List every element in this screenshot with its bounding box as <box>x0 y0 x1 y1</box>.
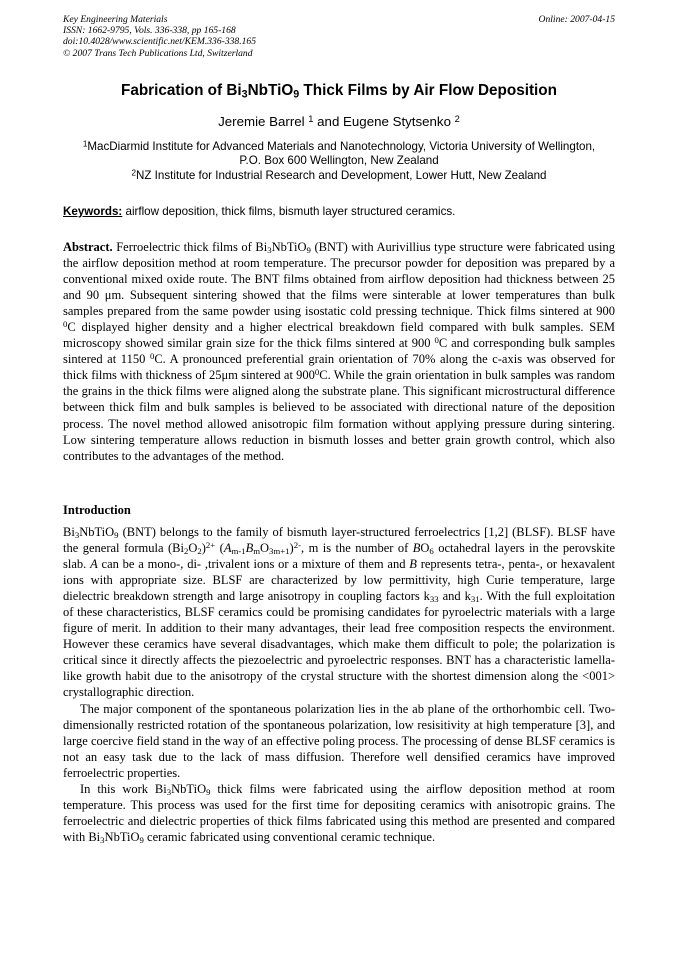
italic-symbol: A <box>223 541 232 556</box>
title-text: Thick Films by Air Flow Deposition <box>299 82 557 99</box>
author-affiliation-mark: 1 <box>308 113 314 124</box>
keywords-label: Keywords: <box>63 205 123 218</box>
text: thick films were fabricated using the airflow deposition method at room temperature. This process was used for the first time for depositing ceramics with anisotropic grains. The ferroelectric and dielectric properties of thick films fabricated using this method are presented and compared with Bi <box>63 781 615 844</box>
text: (BNT) belongs to the family of bismuth layer-structured ferroelectrics [1,2] (BLSF). BLSF have the general formula (Bi <box>63 525 615 556</box>
author-name: and Eugene Stytsenko <box>313 114 455 129</box>
affiliation-text: P.O. Box 600 Wellington, New Zealand <box>239 154 439 168</box>
italic-symbol: A <box>90 557 98 572</box>
superscript: 2- <box>293 540 302 551</box>
subscript: 9 <box>206 786 211 797</box>
subscript: 6 <box>429 546 434 557</box>
paragraph: The major component of the spontaneous polarization lies in the ab plane of the orthorhombic cell. Two-dimensionally restricted rotation of the spontaneous polarization, low resisitivity at high temperature [3], and large coercive field stand in the way of an effective poling process. The processing of dense BLSF ceramics is not an easy task due to the lack of mass diffusion. Therefore well densified ceramics have improved ferroelectric properties. <box>63 701 615 780</box>
subscript: 3 <box>166 786 172 797</box>
subscript: m <box>253 546 261 557</box>
subscript: 9 <box>139 835 144 846</box>
text: O <box>420 541 430 556</box>
affiliation-mark: 1 <box>82 139 88 149</box>
text: can be a mono-, di- ,trivalent ions or a mixture of them and <box>97 557 410 572</box>
abstract-text: (BNT) with Aurivillius type structure were fabricated using the airflow deposition method at room temperature. The precursor powder for deposition was prepared by a conventional mixed oxide route. The BNT films obtained from airflow deposition had thickness between 25 and 90 μm. Subsequent sintering showed that the films were sinterable at lower temperatures than bulk samples prepared from the same powder using isostatic cold pressing technique. Thick films sintered at 900 <box>63 240 615 319</box>
abstract-text: C. While the grain orientation in bulk samples was random the grains in the thick films were aligned along the substrate plane. This significant microstructural difference between thick film and bulk samples is believed to be associated with directional nature of the deposition process. The novel method allowed anisotropic film formation without applying pressure during sintering. Low sintering temperature allows reduction in bismuth losses and better grain growth control, which also contributes to the advantages of the method. <box>63 368 615 463</box>
abstract-text: C displayed higher density and a higher electrical breakdown field compared with bulk samples. SEM microscopy showed similar grain size for the thick films sintered at 900 <box>63 320 615 351</box>
paragraph <box>63 781 615 845</box>
abstract-text: C and corresponding bulk samples sintered at 1150 <box>63 336 616 367</box>
text: ) <box>289 541 294 556</box>
abstract-text: C. A pronounced preferential grain orientation of 70% along the c-axis was observed for thick films with thickness of 25μm sintered at 900 <box>63 352 615 383</box>
degree-mark: 0 <box>434 335 439 346</box>
issn-line: ISSN: 1662-9795, Vols. 336-338, pp 165-168 <box>63 25 236 37</box>
subscript: 9 <box>114 530 119 541</box>
text: In this work Bi <box>80 781 167 796</box>
affiliation-text: NZ Institute for Industrial Research and Development, Lower Hutt, New Zealand <box>136 169 547 182</box>
text: NbTiO <box>79 525 115 539</box>
degree-mark: 0 <box>149 351 155 362</box>
author-line <box>63 114 615 129</box>
text: NbTiO <box>171 781 207 796</box>
journal-name: Key Engineering Materials <box>63 14 168 25</box>
subscript: 2 <box>197 546 202 557</box>
text: represents tetra-, penta-, or hexavalent ions with appropriate size. BLSF are characterized by low permittivity, high Curie temperature, large dielectric breakdown strength and large anisotropy in coupling factors k <box>63 557 616 604</box>
title-text: Fabrication of Bi <box>120 82 242 99</box>
paper-title <box>63 82 615 100</box>
title-subscript: 9 <box>293 88 300 101</box>
degree-mark: 0 <box>63 319 68 330</box>
affiliation-2 <box>63 169 615 183</box>
section-heading-introduction: Introduction <box>63 503 131 517</box>
author-name: Jeremie Barrel <box>218 114 309 129</box>
subscript: 33 <box>429 594 439 605</box>
author-affiliation-mark: 2 <box>454 113 460 124</box>
text: , m is the number of <box>301 541 413 556</box>
italic-symbol: B <box>245 541 254 556</box>
text: ( <box>215 541 224 556</box>
subscript: 3 <box>74 530 80 541</box>
italic-symbol: B <box>409 557 417 572</box>
copyright-line: © 2007 Trans Tech Publications Ltd, Switzerland <box>63 47 253 59</box>
text: O <box>188 541 198 556</box>
text: and k <box>438 589 471 604</box>
journal-header <box>63 14 615 59</box>
abstract <box>63 239 615 464</box>
text: . With the full exploitation of these characteristics, BLSF ceramics could be promising candidates for pyroelectric materials with a large figure of merit. In addition to their many advantages, their lead free composition respects the environment. However these ceramics have several disadvantages, which make them difficult to pole; the polarization is critical since it directly affects the piezoelectric and pyroelectric responses. BNT has a characteristic lamella-like growth habit due to the anisotropy of the crystal structure with the shortest dimension along the <001> crystallographic direction. <box>63 589 616 700</box>
abstract-text: NbTiO <box>271 240 307 254</box>
text: Bi <box>63 525 75 539</box>
text: O <box>260 541 270 556</box>
degree-mark: 0 <box>314 367 320 378</box>
italic-symbol: B <box>412 541 421 556</box>
keywords <box>63 205 615 218</box>
online-date: Online: 2007-04-15 <box>538 14 615 25</box>
title-text: NbTiO <box>247 82 294 99</box>
subscript: 3 <box>100 835 105 846</box>
subscript: 3m+1 <box>269 546 290 557</box>
subscript: 2 <box>183 546 189 557</box>
paragraph: $Bi_3NbTiO_9$ (BNT) belongs to the family of bismuth layer-structured ferroelectrics [1,2] (BLSF). BLSF have the general formula $(Bi_2O_2)^{2+}$ $(A_{m-1}B_mO_{3m+1})^{2-}$, m is the number of $BO_6$ octahedral layers in the perovskite slab. A can be a mono-, di- ,trivalent ions or a mixture of them and B represents tetra-, penta-, or hexavalent ions with appropriate size. BLSF are characterized by low permittivity, high Curie temperature, large dielectric breakdown strength and large anisotropy in coupling factors $k_{33}$ and $k_{31}$. With the full exploitation of these characteristics, BLSF ceramics could be promising candidates for pyroelectric materials with a large figure of merit. In addition to their many advantages, their lead free composition respects the environment. However these ceramics have several disadvantages, which make them difficult to pole; the polarization is critical since it directly affects the piezoelectric and pyroelectric responses. BNT has a characteristic lamella-like growth habit due to the anisotropy of the crystal structure with the shortest dimension along the <001> crystallographic direction. <box>63 525 616 700</box>
text: NbTiO <box>104 829 140 844</box>
doi-line: doi:10.4028/www.scientific.net/KEM.336-338.165 <box>63 36 257 48</box>
title-subscript: 3 <box>241 88 248 101</box>
subscript: m-1 <box>231 546 246 557</box>
abstract-text: Ferroelectric thick films of Bi <box>112 240 268 254</box>
abstract-subscript: 9 <box>306 245 311 256</box>
affiliation-text: MacDiarmid Institute for Advanced Materials and Nanotechnology, Victoria University of Wellington, <box>87 140 596 153</box>
abstract-subscript: 3 <box>267 245 272 256</box>
abstract-label: Abstract. <box>63 240 113 254</box>
affiliation-mark: 2 <box>131 168 136 178</box>
text: octahedral layers in the perovskite slab. <box>63 541 615 572</box>
affiliation-1 <box>63 140 615 168</box>
text: ceramic fabricated using conventional ceramic technique. <box>143 829 436 844</box>
subscript: 31 <box>470 594 480 605</box>
superscript: 2+ <box>205 540 216 551</box>
keywords-text: airflow deposition, thick films, bismuth layer structured ceramics. <box>122 205 456 218</box>
introduction-body <box>63 524 615 845</box>
